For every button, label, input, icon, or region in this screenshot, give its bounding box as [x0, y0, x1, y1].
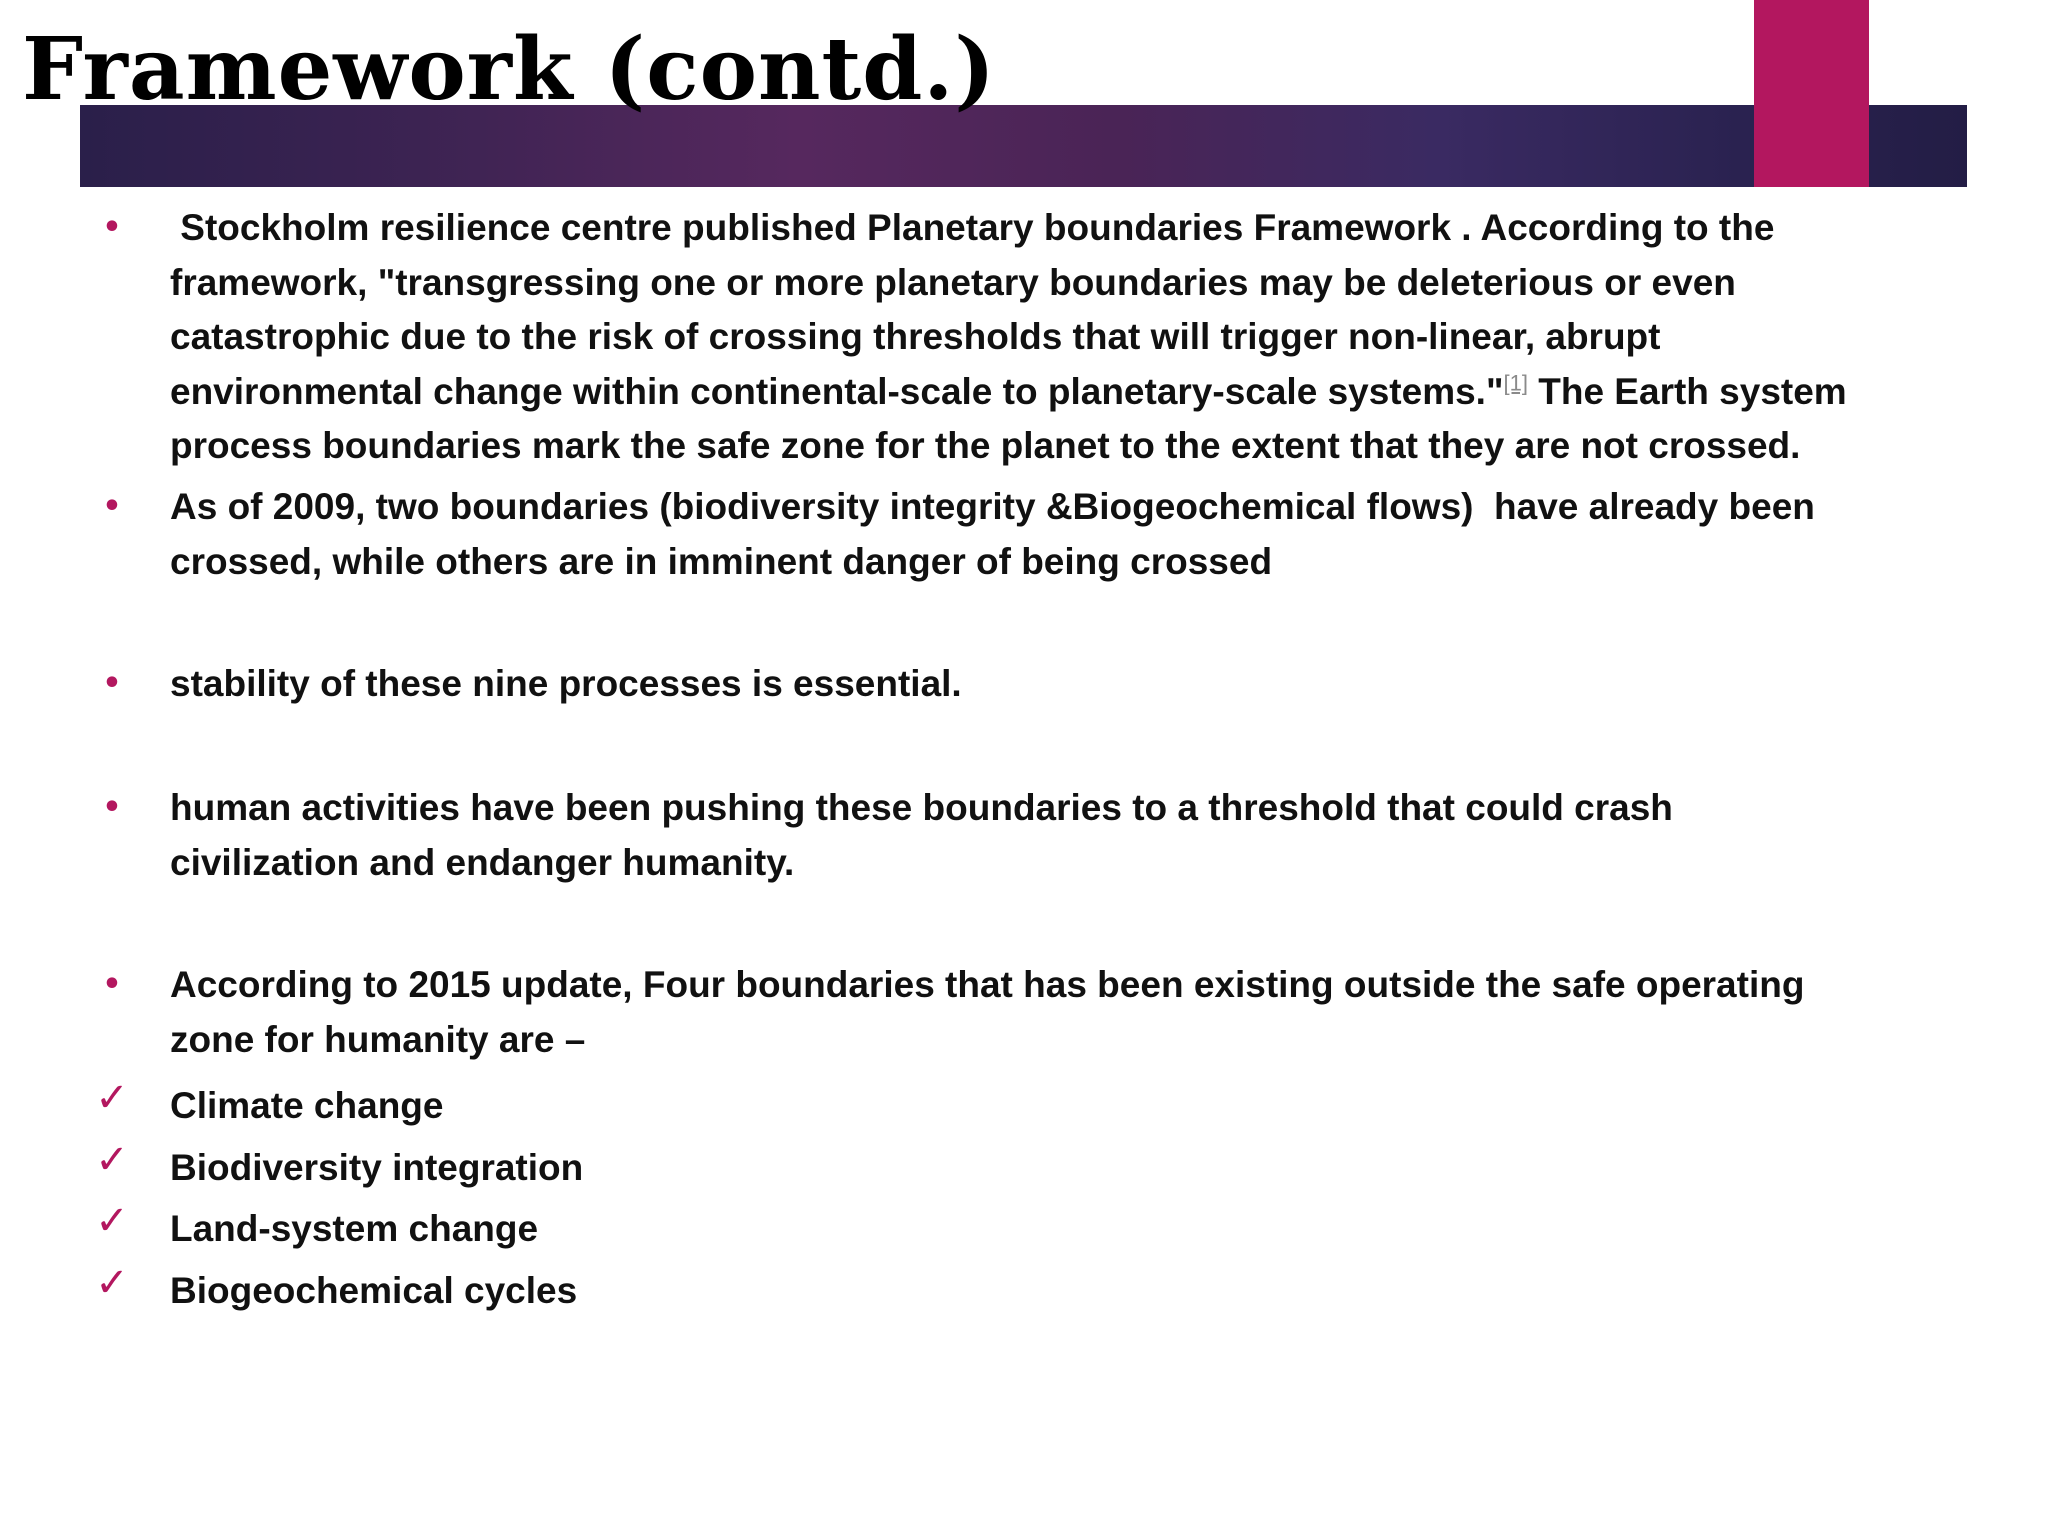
bullet-dot-icon: • [102, 790, 122, 825]
bullet-line: catastrophic due to the risk of crossing thresholds that will trigger non-linear, abrupt [170, 316, 1661, 357]
bullet-text [170, 201, 1970, 474]
bullet-line: crossed, while others are in imminent danger of being crossed [170, 540, 1273, 582]
bullet-text [170, 781, 1970, 890]
bullet-line: framework, "transgressing one or more planetary boundaries may be deleterious or even [170, 261, 1736, 303]
bullet-dot-icon: • [102, 489, 122, 524]
bullet-dot-icon: • [102, 666, 122, 701]
checklist-label: Biogeochemical cycles [170, 1270, 578, 1311]
bullet-line: environmental change within continental-scale to planetary-scale systems." [170, 370, 1504, 412]
bullet-text [170, 480, 1970, 589]
bullet-text [170, 657, 1970, 712]
bullet-line: human activities have been pushing these boundaries to a threshold that could crash [170, 787, 1673, 828]
checkmark-icon: ✓ [95, 1260, 129, 1306]
bullet-dot-icon: • [102, 967, 122, 1002]
bullet-line: As of 2009, two boundaries (biodiversity integrity &Biogeochemical flows) have already been [170, 486, 1815, 527]
checkmark-icon: ✓ [95, 1075, 129, 1121]
checklist-label: Climate change [170, 1085, 444, 1126]
checklist-label: Land-system change [170, 1208, 539, 1249]
bullet-line: According to 2015 update, Four boundaries that has been existing outside the safe operating [170, 964, 1805, 1005]
bullet-text [170, 958, 1970, 1067]
checkmark-icon: ✓ [95, 1137, 129, 1183]
citation-link[interactable]: [1] [1503, 370, 1528, 396]
checkmark-icon: ✓ [95, 1198, 129, 1244]
bullet-line: zone for humanity are – [170, 1018, 586, 1060]
bullet-line: stability of these nine processes is essential. [170, 663, 962, 704]
bullet-dot-icon: • [102, 210, 122, 245]
bullet-line: civilization and endanger humanity. [170, 841, 795, 883]
bullet-line: Stockholm resilience centre published Planetary boundaries Framework . According to the [170, 207, 1775, 248]
bullet-line: process boundaries mark the safe zone for the planet to the extent that they are not crossed. [170, 425, 1801, 466]
checklist-label: Biodiversity integration [170, 1147, 584, 1188]
bullet-line-continuation: The Earth system [1527, 370, 1847, 412]
bullet-line-with-citation [170, 365, 1970, 420]
slide-title: Framework (contd.) [22, 19, 996, 120]
